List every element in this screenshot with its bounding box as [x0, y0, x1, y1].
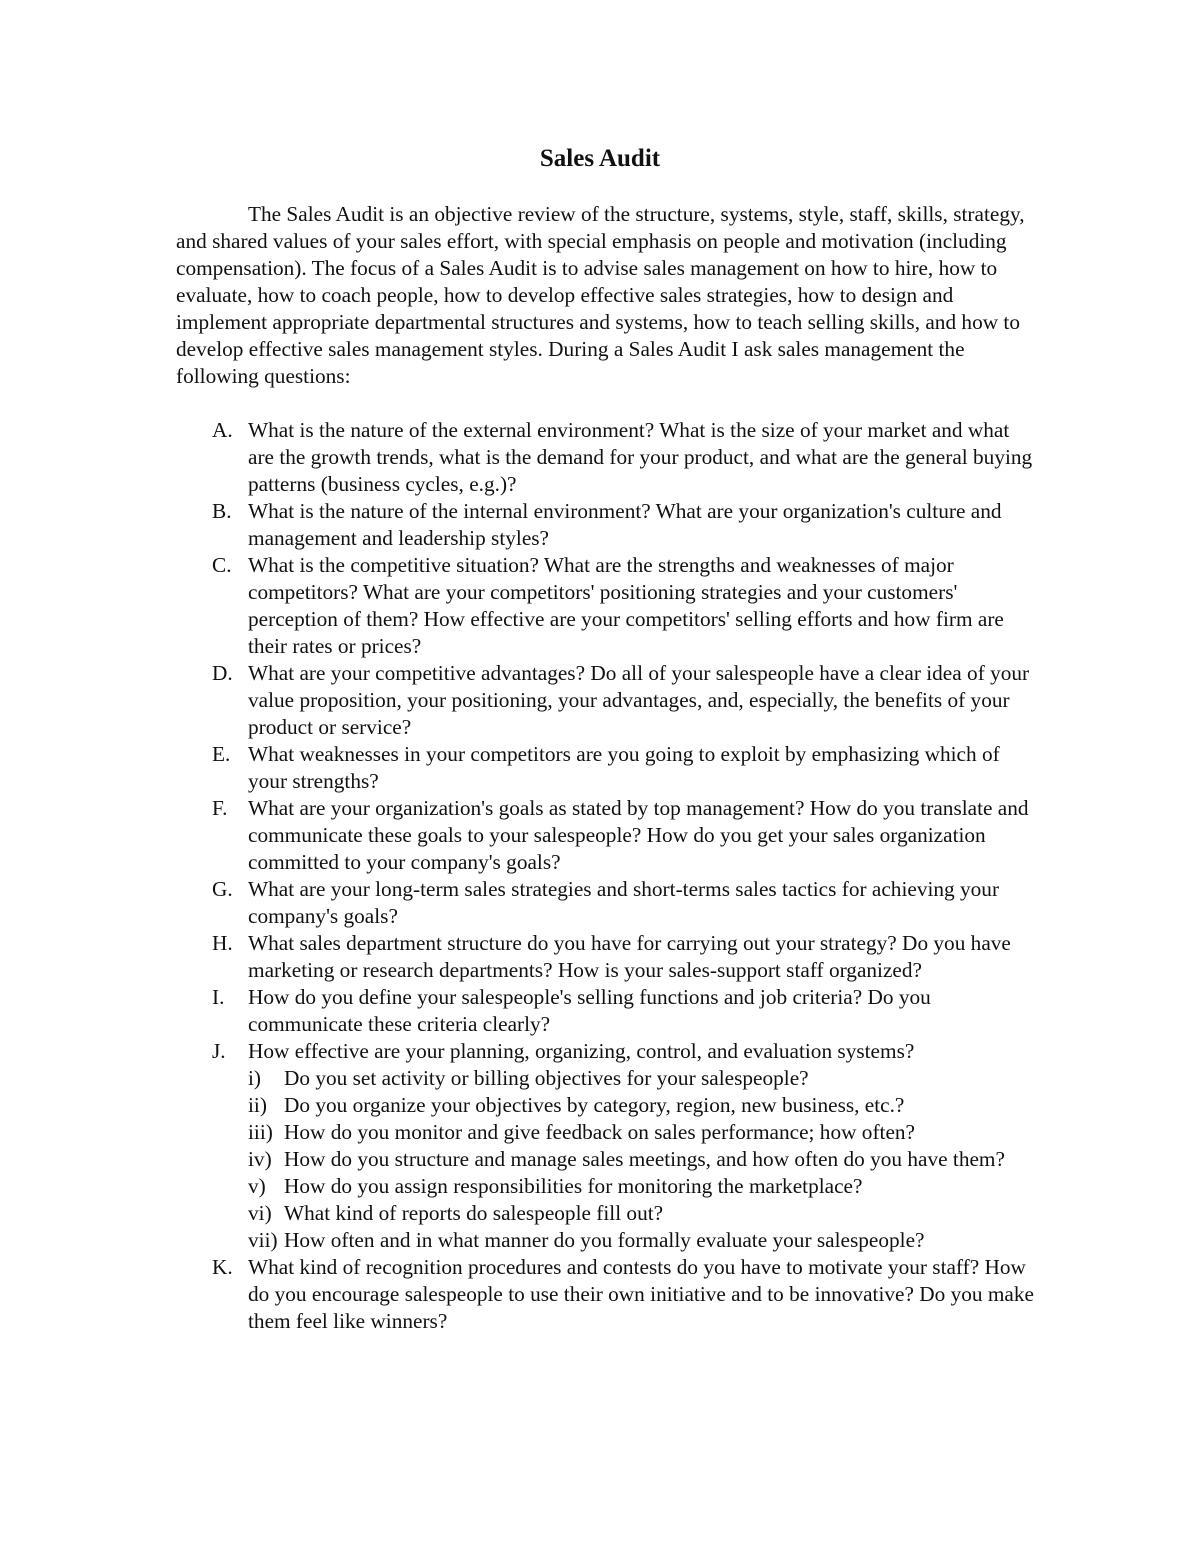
question-marker: A. [212, 418, 233, 442]
question-text: What kind of recognition procedures and contests do you have to motivate your staff? How do you encourage salespeople to use their own initiative and to be innovative? Do you make them feel like winners? [248, 1255, 1034, 1333]
subquestion-marker: iv) [248, 1147, 272, 1171]
question-item-d [176, 660, 1036, 741]
question-text: How effective are your planning, organizing, control, and evaluation systems? [248, 1039, 915, 1063]
question-marker: H. [212, 931, 233, 955]
question-text: What weaknesses in your competitors are you going to exploit by emphasizing which of your strengths? [248, 742, 1000, 793]
subquestion-text: Do you organize your objectives by category, region, new business, etc.? [284, 1093, 905, 1117]
subquestion-text: How do you assign responsibilities for monitoring the marketplace? [284, 1174, 863, 1198]
question-marker: F. [212, 796, 228, 820]
subquestion-item [248, 1173, 1036, 1200]
subquestion-item [248, 1092, 1036, 1119]
subquestion-marker: ii) [248, 1093, 267, 1117]
question-text: What are your long-term sales strategies and short-terms sales tactics for achieving your company's goals? [248, 877, 1000, 928]
question-item-a [176, 417, 1036, 498]
subquestion-item [248, 1227, 1036, 1254]
question-text: How do you define your salespeople's selling functions and job criteria? Do you communicate these criteria clearly? [248, 985, 931, 1036]
subquestion-text: How often and in what manner do you formally evaluate your salespeople? [284, 1228, 925, 1252]
question-item-g [176, 876, 1036, 930]
subquestion-marker: v) [248, 1174, 266, 1198]
subquestion-item [248, 1065, 1036, 1092]
intro-paragraph: The Sales Audit is an objective review of the structure, systems, style, staff, skills, strategy, and shared values of your sales effort, with special emphasis on people and motivation (including compensation). The focus of a Sales Audit is to advise sales management on how to hire, how to evaluate, how to coach people, how to develop effective sales strategies, how to design and implement appropriate departmental structures and systems, how to teach selling skills, and how to develop effective sales management styles. During a Sales Audit I ask sales management the following questions: [176, 202, 1025, 388]
question-item-b [176, 498, 1036, 552]
question-item-i [176, 984, 1036, 1038]
subquestion-text: Do you set activity or billing objectives for your salespeople? [284, 1066, 809, 1090]
subquestion-text: What kind of reports do salespeople fill out? [284, 1201, 664, 1225]
subquestion-marker: iii) [248, 1120, 273, 1144]
question-item-h [176, 930, 1036, 984]
question-marker: B. [212, 499, 232, 523]
subquestion-marker: vii) [248, 1228, 278, 1252]
question-item-f [176, 795, 1036, 876]
question-text: What sales department structure do you have for carrying out your strategy? Do you have marketing or research departments? How is your sales-support staff organized? [248, 931, 1011, 982]
subquestion-item [248, 1119, 1036, 1146]
question-text: What are your competitive advantages? Do all of your salespeople have a clear idea of your value proposition, your positioning, your advantages, and, especially, the benefits of your product or service? [248, 661, 1030, 739]
subquestion-marker: vi) [248, 1201, 272, 1225]
question-marker: G. [212, 877, 233, 901]
question-text: What are your organization's goals as stated by top management? How do you translate and communicate these goals to your salespeople? How do you get your sales organization committed to your company's goals? [248, 796, 1029, 874]
question-marker: I. [212, 985, 225, 1009]
question-list [176, 417, 1036, 1335]
subquestion-item [248, 1200, 1036, 1227]
question-marker: D. [212, 661, 233, 685]
question-text: What is the nature of the internal environment? What are your organization's culture and management and leadership styles? [248, 499, 1002, 550]
subquestion-text: How do you monitor and give feedback on sales performance; how often? [284, 1120, 916, 1144]
question-marker: E. [212, 742, 231, 766]
subquestion-list [248, 1065, 1036, 1254]
question-marker: J. [212, 1039, 226, 1063]
subquestion-text: How do you structure and manage sales meetings, and how often do you have them? [284, 1147, 1005, 1171]
question-text: What is the competitive situation? What are the strengths and weaknesses of major competitors? What are your competitors' positioning strategies and your customers' perception of them? How effective are your competitors' selling efforts and how firm are their rates or prices? [248, 553, 1004, 658]
question-marker: C. [212, 553, 232, 577]
question-item-j [176, 1038, 1036, 1254]
question-text: What is the nature of the external environment? What is the size of your market and what are the growth trends, what is the demand for your product, and what are the general buying patterns (business cycles, e.g.)? [248, 418, 1033, 496]
question-item-c [176, 552, 1036, 660]
subquestion-marker: i) [248, 1066, 262, 1090]
question-item-k [176, 1254, 1036, 1335]
question-marker: K. [212, 1255, 233, 1279]
subquestion-item [248, 1146, 1036, 1173]
document-title: Sales Audit [539, 145, 661, 172]
question-item-e [176, 741, 1036, 795]
